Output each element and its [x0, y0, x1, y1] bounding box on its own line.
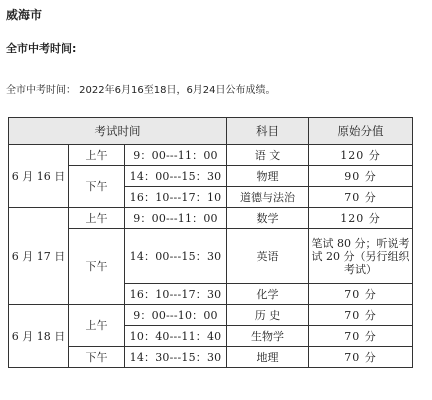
score-cell: 70 分 [309, 305, 413, 326]
table-row [9, 208, 413, 229]
table-row [9, 166, 413, 187]
time-cell: 14：30---15：30 [125, 347, 227, 368]
subject-cell: 数学 [227, 208, 309, 229]
subject-cell: 英语 [227, 229, 309, 284]
header-score: 原始分值 [309, 118, 413, 145]
table-row [9, 347, 413, 368]
section-heading: 全市中考时间: [6, 42, 77, 55]
score-cell: 70 分 [309, 326, 413, 347]
header-subject: 科目 [227, 118, 309, 145]
table-row [9, 305, 413, 326]
period-cell: 上午 [69, 305, 125, 347]
time-cell: 14：00---15：30 [125, 166, 227, 187]
score-cell: 70 分 [309, 347, 413, 368]
time-cell: 9：00---10：00 [125, 305, 227, 326]
subject-cell: 历 史 [227, 305, 309, 326]
time-cell: 10：40---11：40 [125, 326, 227, 347]
score-cell: 笔试 80 分；听说考试 20 分（另行组织考试） [309, 229, 413, 284]
subject-cell: 语 文 [227, 145, 309, 166]
subject-cell: 物理 [227, 166, 309, 187]
header-exam-time: 考试时间 [9, 118, 227, 145]
score-cell: 70 分 [309, 187, 413, 208]
time-cell: 16：10---17：30 [125, 284, 227, 305]
city-title: 威海市 [6, 8, 43, 22]
score-cell: 70 分 [309, 284, 413, 305]
period-cell: 下午 [69, 347, 125, 368]
date-cell: 6 月 18 日 [9, 305, 69, 368]
time-cell: 16：10---17：10 [125, 187, 227, 208]
subject-cell: 地理 [227, 347, 309, 368]
table-row [9, 229, 413, 284]
exam-schedule-table [8, 117, 413, 368]
time-cell: 9：00---11：00 [125, 208, 227, 229]
table-header-row [9, 118, 413, 145]
subject-cell: 化学 [227, 284, 309, 305]
date-cell: 6 月 17 日 [9, 208, 69, 305]
time-cell: 9：00---11：00 [125, 145, 227, 166]
score-cell: 120 分 [309, 208, 413, 229]
period-cell: 下午 [69, 166, 125, 208]
score-cell: 120 分 [309, 145, 413, 166]
subject-cell: 道德与法治 [227, 187, 309, 208]
period-cell: 上午 [69, 208, 125, 229]
table-row [9, 145, 413, 166]
score-cell: 90 分 [309, 166, 413, 187]
exam-schedule-note: 全市中考时间： 2022年6月16至18日，6月24日公布成绩。 [6, 85, 276, 96]
subject-cell: 生物学 [227, 326, 309, 347]
time-cell: 14：00---15：30 [125, 229, 227, 284]
date-cell: 6 月 16 日 [9, 145, 69, 208]
period-cell: 上午 [69, 145, 125, 166]
period-cell: 下午 [69, 229, 125, 305]
